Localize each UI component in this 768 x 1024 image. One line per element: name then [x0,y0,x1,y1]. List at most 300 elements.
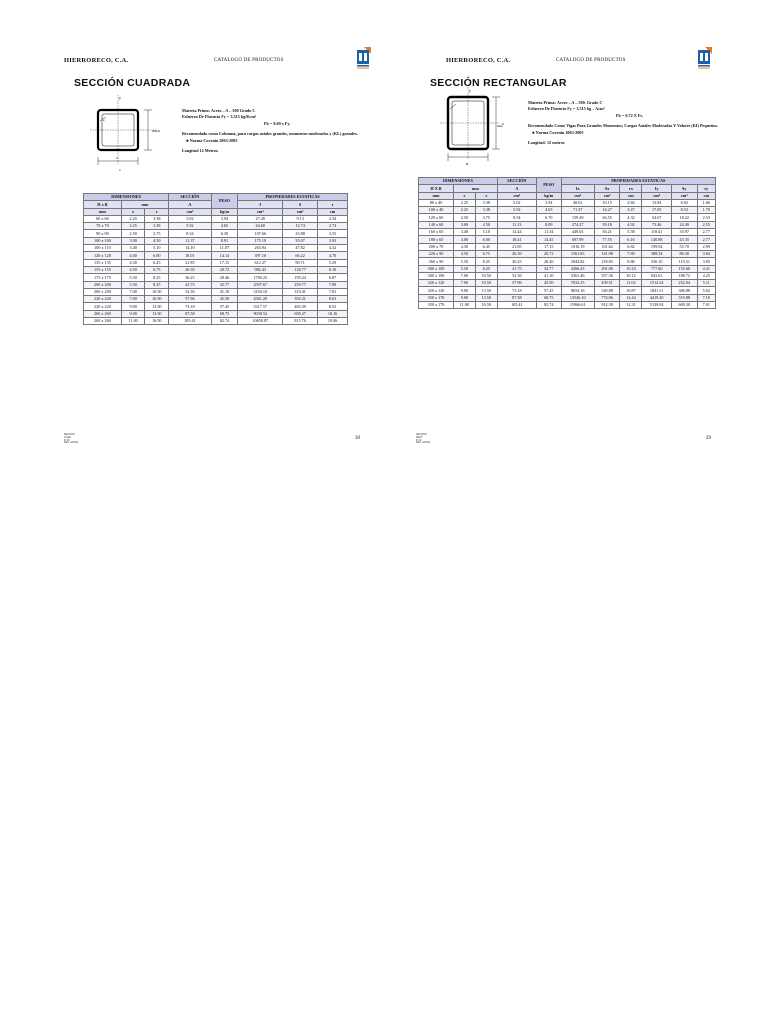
table-cell: 8.89 [536,221,561,228]
table-cell: 4.70 [318,252,348,259]
header-ix: Ix [561,185,594,192]
table-cell: 47.82 [283,245,318,252]
table-row [84,288,348,295]
table-cell: 6.92 [671,199,697,206]
table-cell: 4.00 [121,252,145,259]
table-cell: 5.02 [497,199,536,206]
spec-fb: Fb = 0.72 X Fs. [616,112,644,118]
table-cell: 5.02 [169,215,211,222]
table-cell: 7.00 [121,296,145,303]
table-cell: 14.27 [594,207,620,214]
table-cell: 3.85 [697,258,715,265]
table-cell: 300 x 100 [419,272,454,279]
table-cell: 536.10 [642,258,671,265]
header-e: e [121,208,145,215]
header-mm-group: mm [454,185,498,192]
table-cell: 8.34 [169,230,211,237]
table-cell: 291.06 [594,265,620,272]
table-cell: 28.46 [536,258,561,265]
table-cell: 11.34 [536,229,561,236]
table-cell: 155 x 155 [84,266,122,273]
table-row [419,265,716,272]
table-cell: 10.16 [318,310,348,317]
table-cell: 45.50 [536,280,561,287]
table-cell: 20.72 [536,250,561,257]
table-cell: 56.21 [594,229,620,236]
table-cell: 260 x 260 [84,318,122,325]
table-row [419,302,716,309]
table-row [419,280,716,287]
table-cell: 5.10 [145,245,169,252]
table-cell: 73.46 [642,221,671,228]
table-cell: 57.96 [169,296,211,303]
table-cell: 3.40 [121,245,145,252]
rectangular-properties-table [418,177,716,309]
table-cell: 11.37 [169,237,211,244]
table-cell: 8.52 [318,303,348,310]
table-cell: 774.06 [594,294,620,301]
table-cell: 300 x 100 [419,265,454,272]
table-row [84,310,348,317]
table-cell: 4.50 [145,237,169,244]
table-cell: 5.58 [620,229,642,236]
table-cell: 263.94 [238,245,283,252]
square-properties-table [83,193,348,325]
svg-text:x: x [502,121,504,126]
footer-line: P. 29 [416,438,422,442]
table-cell: 449.65 [561,229,594,236]
header-e: e [454,192,476,199]
table-cell: 10.15 [594,199,620,206]
header-seccion: SECCIÓN [169,194,211,201]
table-cell: 160 x 65 [419,229,454,236]
table-cell: 4.50 [121,266,145,273]
header-r: r [475,192,497,199]
page-footer-note [64,434,79,445]
table-cell: 5.29 [318,259,348,266]
table-cell: 28.46 [211,274,238,281]
table-cell: 3.38 [475,207,497,214]
table-cell: 3.84 [697,250,715,257]
table-cell: 6.10 [318,266,348,273]
table-cell: 4.65 [211,223,238,230]
table-cell: 60 x 60 [84,215,122,222]
unit-rx: cm [620,192,642,199]
table-cell: 128.77 [283,266,318,273]
company-name: HIERRORECO, C.A. [446,57,511,64]
table-cell: 3.94 [536,199,561,206]
table-cell: 68.75 [536,294,561,301]
unit-ry: cm [697,192,715,199]
table-cell: 392.21 [283,296,318,303]
table-cell: 200 x 70 [419,243,454,250]
table-cell: 68.75 [211,310,238,317]
table-cell: 4.30 [121,259,145,266]
table-cell: 43.35 [671,236,697,243]
table-cell: 7.00 [121,288,145,295]
unit-mm: mm [84,208,122,215]
table-cell: 8.25 [475,265,497,272]
table-cell: 3.93 [318,237,348,244]
table-cell: 57.45 [536,287,561,294]
table-cell: 13.50 [475,287,497,294]
table-cell: 4.50 [475,221,497,228]
table-cell: 90.71 [283,259,318,266]
table-row [419,221,716,228]
table-cell: 32.77 [211,281,238,288]
table-cell: 8654.16 [561,287,594,294]
spec-norma: ♣ Norma Covenin 2063-2005 [532,129,584,135]
table-cell: 2.25 [454,199,476,206]
table-cell: 10.50 [145,296,169,303]
table-cell: 8.91 [211,237,238,244]
table-row [419,258,716,265]
header-area-symbol: A [169,201,211,208]
table-row [84,215,348,222]
header-rx: rx [620,185,642,192]
table-cell: 6.75 [145,266,169,273]
table-cell: 36.25 [497,258,536,265]
header-propiedades: PROPIEDADES ESTATICAS [238,194,348,201]
table-cell: 41.10 [536,272,561,279]
table-cell: 2.50 [121,230,145,237]
table-cell: 4.92 [620,221,642,228]
unit-iy: cm⁴ [642,192,671,199]
table-cell: 3.40 [454,229,476,236]
footer-line: REV. 01/2011 [416,441,431,445]
table-cell: 199.94 [642,243,671,250]
table-cell: 4361.20 [238,296,283,303]
table-cell: 6.00 [145,252,169,259]
company-logo-icon [355,46,373,70]
table-cell: 12.74 [283,223,318,230]
table-cell: 36.25 [169,274,211,281]
square-table-body [84,215,348,324]
table-cell: 2.55 [697,221,715,228]
table-cell: 6.00 [475,236,497,243]
table-cell: 6.45 [475,243,497,250]
table-cell: 73.18 [169,303,211,310]
section-title: SECCIÓN RECTANGULAR [430,77,567,89]
spec-recomendado: Recomendado Como Vigas Para Grandes Momentos; Cargas Axiales Moderadas Y Valores (KI) Pequeños. [528,123,719,129]
table-cell: 519.88 [671,294,697,301]
table-cell: 5139.04 [642,302,671,309]
section-title: SECCIÓN CUADRADA [74,77,191,89]
table-cell: 2.25 [121,223,145,230]
table-row [419,287,716,294]
header-dimensiones: DIMENSIONES [84,194,169,201]
table-cell: 4.32 [620,214,642,221]
table-cell: 200 x 200 [84,288,122,295]
header-dimensiones: DIMENSIONES [419,178,498,185]
table-cell: 73.18 [497,287,536,294]
table-cell: 4.65 [536,207,561,214]
table-cell: 2.84 [620,199,642,206]
header-seccion: SECCIÓN [497,178,536,185]
table-cell: 11.00 [121,318,145,325]
table-cell: 82.74 [536,302,561,309]
table-cell: 175.19 [238,237,283,244]
table-row [419,207,716,214]
page-number: 29 [706,436,711,441]
footer-line: SECCION [64,433,75,436]
svg-text:mm: mm [152,129,158,133]
table-cell: 4.25 [697,272,715,279]
table-cell: 21.85 [497,243,536,250]
company-logo-icon [696,46,714,70]
table-cell: 4366.43 [561,265,594,272]
table-row [419,229,716,236]
table-cell: 2.74 [318,223,348,230]
table-cell: 2844.82 [561,258,594,265]
table-cell: 7.00 [454,272,476,279]
table-cell: 260 x 260 [84,310,122,317]
table-cell: 87.58 [169,310,211,317]
table-cell: 10.50 [145,288,169,295]
footer-line: CUAD. [64,435,72,439]
unit-mm: mm [419,192,454,199]
header-i: I [238,201,283,208]
table-cell: 14.10 [169,245,211,252]
table-cell: 10.50 [475,280,497,287]
table-cell: 7.00 [454,280,476,287]
table-cell: 5.92 [497,207,536,214]
unit-s: cm³ [283,208,318,215]
table-cell: 260 x 90 [419,258,454,265]
table-cell: 15966.61 [561,302,594,309]
table-cell: 17.15 [211,259,238,266]
table-cell: 24.49 [671,221,697,228]
table-cell: 10.06 [318,318,348,325]
table-cell: 8.25 [145,274,169,281]
table-cell: 4.32 [318,245,348,252]
footer-line: RECT. [416,435,423,439]
table-cell: 7.01 [697,302,715,309]
table-cell: 13.50 [145,310,169,317]
table-cell: 5.50 [121,274,145,281]
table-cell: 52.36 [169,288,211,295]
svg-text:x: x [119,168,121,172]
table-cell: 1561.83 [561,250,594,257]
table-cell: 140.88 [642,236,671,243]
table-cell: 26.39 [169,266,211,273]
header-area-symbol: A [497,185,536,192]
table-cell: 12.44 [620,294,642,301]
table-row [84,237,348,244]
table-cell: 141.98 [594,250,620,257]
table-cell: 357.36 [594,272,620,279]
table-cell: 2.25 [454,207,476,214]
table-cell: 306.88 [671,287,697,294]
table-cell: 2.34 [318,215,348,222]
table-cell: 9.00 [121,303,145,310]
header-sx: Sx [594,185,620,192]
table-cell: 13546.10 [561,294,594,301]
table-cell: 80 x 40 [419,199,454,206]
table-cell: 180 x 65 [419,236,454,243]
svg-text:b: b [116,156,118,160]
table-cell: 54.67 [642,214,671,221]
spec-recomendado: Recomendado como Columna, para cargas axiales grandes, momentos moderados y (KL) grandes. [182,131,358,137]
table-cell: 6.87 [318,274,348,281]
table-cell: 14.14 [211,252,238,259]
table-cell: 3194.10 [238,288,283,295]
table-cell: 105.41 [169,318,211,325]
table-cell: 11.33 [497,221,536,228]
svg-text:x: x [158,128,160,133]
table-cell: 274.27 [561,221,594,228]
table-row [84,223,348,230]
table-row [419,250,716,257]
table-cell: 14.44 [497,229,536,236]
header-sy: Sy [671,185,697,192]
table-cell: 11.02 [620,280,642,287]
table-cell: 13.50 [145,303,169,310]
spec-norma: ♣ Norma Covenin 2063-2005 [186,137,238,143]
table-cell: 3.55 [318,230,348,237]
table-cell: 9.00 [121,310,145,317]
page-header [64,55,364,67]
table-cell: 1790.25 [238,274,283,281]
table-cell: 16.50 [475,302,497,309]
footer-line: P. 30 [64,438,70,442]
table-cell: 7.89 [318,281,348,288]
table-cell: 40.61 [561,199,594,206]
unit-area: cm² [497,192,536,199]
table-cell: 33.97 [671,229,697,236]
table-cell: 55.70 [671,243,697,250]
table-cell: 66.22 [283,252,318,259]
table-cell: 20.72 [211,266,238,273]
table-cell: 82.74 [211,318,238,325]
table-cell: 5317.57 [238,303,283,310]
table-cell: 3.75 [475,214,497,221]
table-cell: 11.07 [211,245,238,252]
table-cell: 1841.31 [642,287,671,294]
table-cell: 105.41 [497,302,536,309]
table-cell: 100 x 40 [419,207,454,214]
table-cell: 6.16 [620,236,642,243]
table-cell: 100 x 110 [84,245,122,252]
table-cell: 18.22 [671,214,697,221]
table-cell: 200 x 200 [84,281,122,288]
table-cell: 8.54 [497,214,536,221]
table-cell: 17.05 [642,207,671,214]
table-row [419,294,716,301]
header-r: r [145,208,169,215]
table-cell: 10.50 [475,272,497,279]
svg-text:y: y [469,88,471,93]
company-name: HIERRORECO, C.A. [64,57,129,64]
table-cell: 982.43 [238,266,283,273]
table-row [419,214,716,221]
table-cell: 10.12 [620,272,642,279]
table-cell: 5.50 [454,265,476,272]
table-cell: 320 x 120 [419,280,454,287]
page-number: 30 [355,436,360,441]
table-cell: 4.31 [697,265,715,272]
table-cell: 2597.67 [238,281,283,288]
unit-i: cm⁴ [238,208,283,215]
spec-materia: Materia Prima: Acero – A – 500 Grado C [182,108,256,113]
table-cell: 5.50 [121,281,145,288]
header-s: S [283,201,318,208]
page-footer-note [416,434,431,445]
table-cell: 6.70 [536,214,561,221]
unit-area: cm² [169,208,211,215]
table-cell: 4.50 [454,250,476,257]
table-cell: 3.38 [475,199,497,206]
table-cell: 12.31 [620,302,642,309]
square-section-diagram-icon [78,95,176,175]
table-cell: 17.15 [536,243,561,250]
table-cell: 32.77 [536,265,561,272]
table-row [84,303,348,310]
catalog-page-square [64,40,394,460]
table-cell: 218.83 [594,258,620,265]
table-cell: 439.51 [594,280,620,287]
table-cell: 5361.46 [561,272,594,279]
table-row [84,266,348,273]
table-cell: 2.77 [697,229,715,236]
table-cell: 220 x 220 [84,303,122,310]
table-cell: 26.39 [497,250,536,257]
table-cell: 6.30 [211,230,238,237]
table-cell: 697.99 [561,236,594,243]
table-cell: 4.00 [454,236,476,243]
svg-text:mm: mm [497,124,503,128]
table-cell: 8.63 [318,296,348,303]
header-peso: PESO [536,178,561,193]
unit-ix: cm⁴ [561,192,594,199]
table-cell: 3.00 [121,237,145,244]
table-cell: 41.10 [211,288,238,295]
table-cell: 3.94 [211,215,238,222]
table-cell: 912.39 [594,302,620,309]
table-cell: 39.18 [594,221,620,228]
material-specs [182,108,360,154]
table-cell: 350 x 170 [419,294,454,301]
table-row [84,281,348,288]
header-hxb: H X B [419,185,454,192]
table-cell: 45.50 [211,296,238,303]
table-cell: 695.27 [283,310,318,317]
table-cell: 252.04 [671,280,697,287]
table-cell: 6.45 [145,259,169,266]
spec-longitud: Longitud 12 Metros. [182,148,219,154]
table-cell: 7032.25 [561,280,594,287]
table-cell: 44.60 [238,223,283,230]
table-cell: 100 x 100 [84,237,122,244]
svg-text:B: B [466,162,469,166]
table-cell: 71.37 [561,207,594,214]
table-cell: 9.00 [454,287,476,294]
table-cell: 188.72 [671,272,697,279]
header-peso: PESO [211,194,238,209]
table-cell: 52.36 [497,272,536,279]
table-cell: 2.99 [697,243,715,250]
table-cell: 70 x 70 [84,223,122,230]
table-cell: 35.07 [283,237,318,244]
table-cell: 86.30 [671,250,697,257]
rectangular-section-diagram-icon [430,85,522,167]
table-cell: 5.11 [697,280,715,287]
table-cell: 319.41 [283,288,318,295]
table-row [84,259,348,266]
table-cell: 10.23 [620,265,642,272]
material-specs [528,100,733,146]
header-hxb: H x B [84,201,122,208]
